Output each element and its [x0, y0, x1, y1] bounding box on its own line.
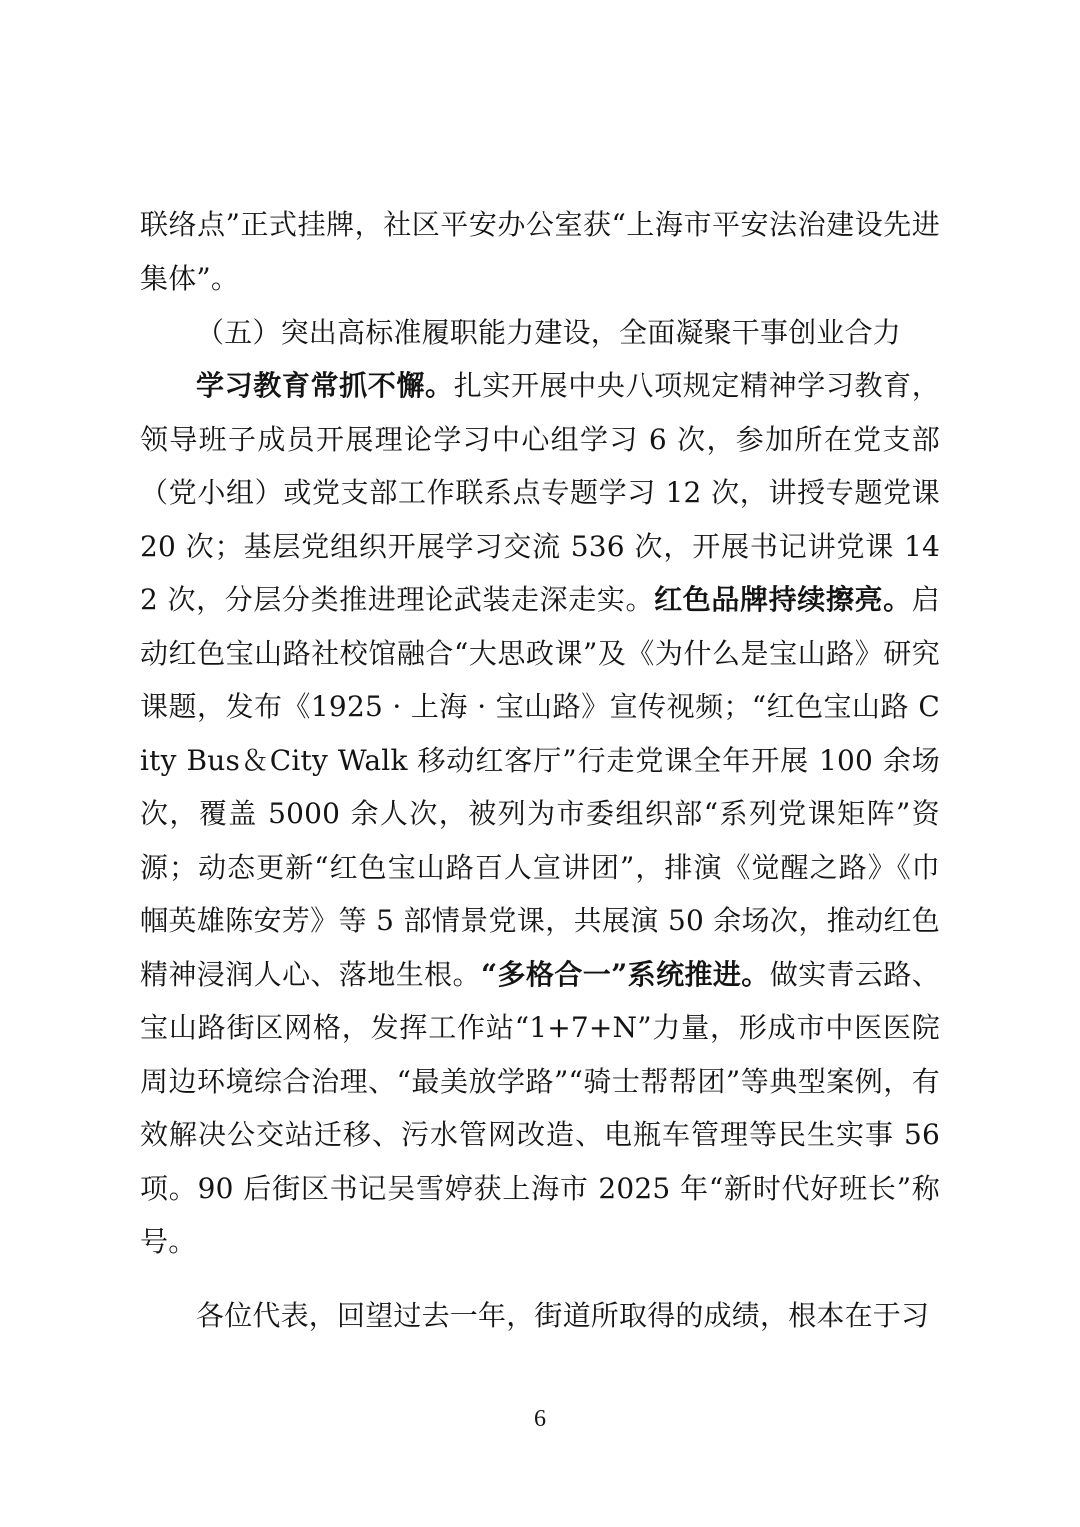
lead-red-brand: 红色品牌持续擦亮。	[654, 583, 912, 616]
body-multi-grid: 做实青云路、宝山路街区网格，发挥工作站“1+7+N”力量，形成市中医医院周边环境综合治理、“最美放学路”“骑士帮帮团”等典型案例，有效解决公交站迁移、污水管网改造、电瓶车管理等民生实事 56 项。90 后街区书记吴雪婷获上海市 2025 年“新时代好班长”称号。	[140, 957, 941, 1258]
lead-study-education: 学习教育常抓不懈。	[196, 369, 454, 402]
paragraph-1-text: 联络点”正式挂牌，社区平安办公室获“上海市平安法治建设先进集体”。	[140, 208, 940, 295]
section-heading-5	[140, 306, 940, 360]
lead-multi-grid: “多格合一”系统推进。	[480, 957, 770, 991]
paragraph-closing-text: 各位代表，回望过去一年，街道所取得的成绩，根本在于习	[196, 1299, 930, 1332]
paragraph-closing	[140, 1289, 940, 1343]
page-number: 6	[534, 1406, 546, 1432]
paragraph-1	[140, 198, 940, 305]
body-red-brand: 启动红色宝山路社校馆融合“大思政课”及《为什么是宝山路》研究课题，发布《1925 · 上海 · 宝山路》宣传视频；“红色宝山路 City Bus＆City Walk 移动红客厅”行走党课全年开展 100 余场次，覆盖 5000 余人次，被列为市委组织部“系列党课矩阵”资源；动态更新“红色宝山路百人宣讲团”，排演《觉醒之路》《巾帼英雄陈安芳》等 5 部情景党课，共展演 50 余场次，推动红色精神浸润人心、落地生根。	[140, 583, 940, 991]
body-study-education: 扎实开展中央八项规定精神学习教育，领导班子成员开展理论学习中心组学习 6 次，参加所在党支部（党小组）或党支部工作联系点专题学习 12 次，讲授专题党课 20 次；基层党组织开展学习交流 536 次，开展书记讲党课 142 次，分层分类推进理论武装走深走实。	[140, 369, 940, 616]
section-heading-5-text: （五）突出高标准履职能力建设，全面凝聚干事创业合力	[196, 316, 902, 349]
paragraph-study-education	[140, 359, 940, 1269]
